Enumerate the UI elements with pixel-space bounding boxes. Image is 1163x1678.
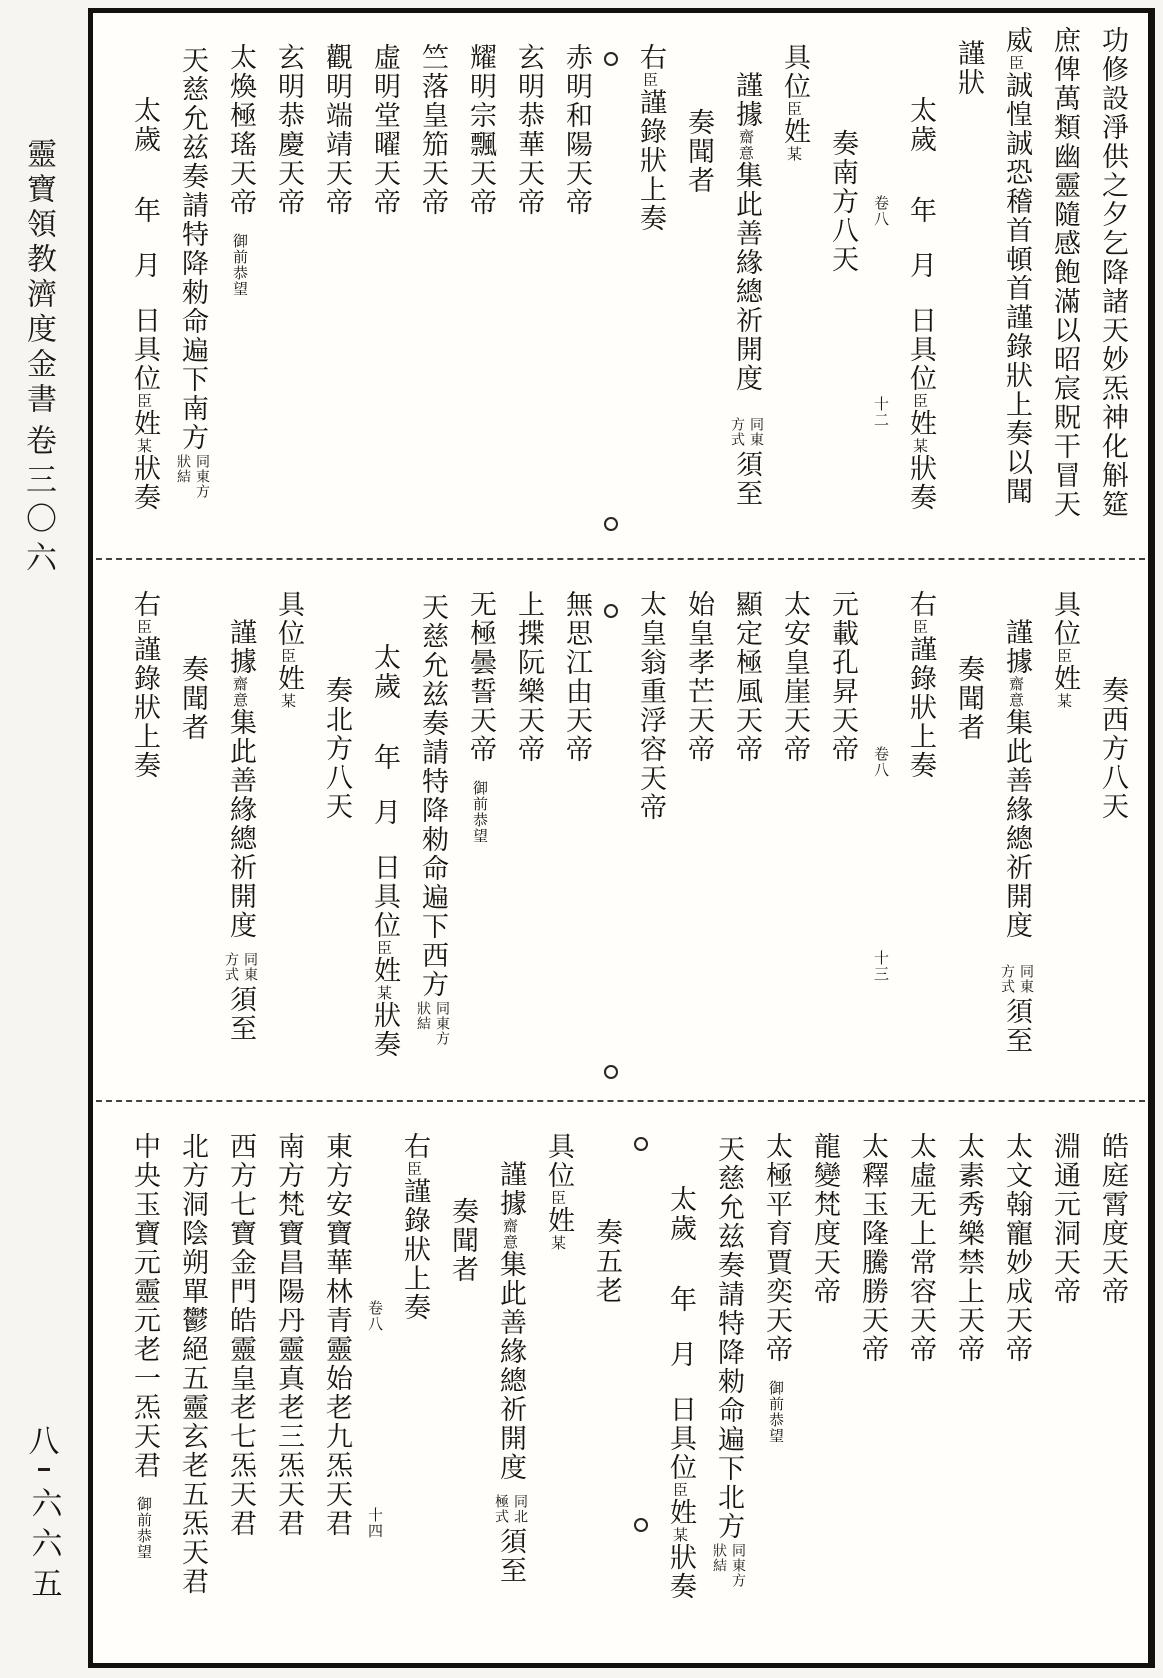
column-text: 姓 <box>779 117 810 146</box>
double-column-note <box>413 1001 451 1046</box>
double-column-note <box>997 964 1035 995</box>
text-column <box>310 26 358 554</box>
column-text: 狀奏 <box>369 1001 400 1059</box>
interlinear-note: 御前恭望 <box>767 1380 785 1444</box>
note-right-column: 同東方 <box>434 1001 450 1046</box>
text-column <box>166 26 214 554</box>
text-column <box>768 26 816 554</box>
note-left-column: 狀結 <box>415 1001 431 1031</box>
column-text: 年 <box>665 1285 696 1314</box>
text-column <box>816 573 864 1096</box>
text-column <box>358 573 406 1096</box>
note-right-column: 同東 <box>1018 964 1034 994</box>
text-column <box>1038 26 1086 554</box>
interlinear-note: 某 <box>375 985 393 1001</box>
text-column <box>388 1115 436 1659</box>
note-left-column: 極式 <box>493 1494 509 1524</box>
text-block-lower <box>93 1102 1148 1663</box>
column-text: 天慈允兹奏請特降勑命遍下西方 <box>417 593 448 999</box>
column-text: 元載孔昇天帝 <box>827 590 858 764</box>
column-text: 竺落皇笳天帝 <box>417 43 448 217</box>
section-divider-circle-icon <box>604 604 618 618</box>
text-column <box>894 26 942 554</box>
column-text: 龍變梵度天帝 <box>809 1132 840 1306</box>
text-column <box>580 1115 628 1659</box>
column-text: 謹錄狀上奏 <box>399 1177 430 1322</box>
column-text: 日具位 <box>129 306 160 393</box>
column-text: 姓 <box>273 664 304 693</box>
double-column-note <box>727 417 765 448</box>
text-column <box>436 1115 484 1659</box>
column-text: 天慈允兹奏請特降勑命遍下南方 <box>177 46 208 452</box>
note-right-column: 同東方 <box>194 454 210 499</box>
column-text: 姓 <box>129 409 160 438</box>
leaf-number-column <box>358 1115 388 1659</box>
leaf-volume-annotation: 卷八 <box>366 1299 384 1332</box>
column-text: 奏聞者 <box>683 108 714 195</box>
text-column <box>550 573 598 1096</box>
text-column <box>502 26 550 554</box>
column-text: 集此善緣總祈開度 <box>225 708 256 940</box>
column-text: 姓 <box>665 1498 696 1527</box>
column-text: 謹據 <box>225 618 256 676</box>
column-text: 太虛无上常容天帝 <box>905 1132 936 1364</box>
text-column <box>1038 573 1086 1096</box>
section-divider-circle-icon <box>604 1065 618 1079</box>
interlinear-note: 御前恭望 <box>471 780 489 844</box>
interlinear-note: 臣 <box>375 940 393 956</box>
interlinear-note: 臣 <box>405 1161 423 1177</box>
text-column <box>816 26 864 554</box>
interlinear-note: 某 <box>279 693 297 709</box>
column-text: 太文翰寵妙成天帝 <box>1001 1132 1032 1364</box>
double-column-note <box>221 952 259 983</box>
column-text: 姓 <box>905 409 936 438</box>
leaf-page-annotation: 十三 <box>872 949 890 982</box>
text-column <box>990 573 1038 1096</box>
text-column <box>750 1115 798 1659</box>
text-column <box>942 573 990 1096</box>
column-text: 無思江由天帝 <box>561 590 592 764</box>
text-column <box>720 26 768 554</box>
column-text: 奏南方八天 <box>827 129 858 274</box>
note-left-column: 狀結 <box>711 1543 727 1573</box>
text-column <box>624 573 672 1096</box>
column-text: 月 <box>905 251 936 280</box>
column-text: 須至 <box>225 985 256 1043</box>
interlinear-note: 臣 <box>279 648 297 664</box>
text-column <box>768 573 816 1096</box>
text-column <box>118 26 166 554</box>
page-number-major: 八 <box>28 1424 60 1460</box>
double-column-note <box>709 1543 747 1588</box>
text-column <box>894 573 942 1096</box>
interlinear-note: 齋意 <box>1007 676 1025 708</box>
registers-container <box>93 13 1148 1663</box>
text-column <box>1086 1115 1134 1659</box>
volume-label: 卷三〇六 <box>20 424 56 580</box>
text-column <box>262 573 310 1096</box>
column-text: 太釋玉隆騰勝天帝 <box>857 1132 888 1364</box>
interlinear-note: 臣 <box>671 1482 689 1498</box>
leaf-page-annotation: 十二 <box>872 395 890 428</box>
text-column <box>672 573 720 1096</box>
column-text: 月 <box>129 251 160 280</box>
column-text: 謹狀 <box>953 39 984 97</box>
column-text: 始皇孝芒天帝 <box>683 590 714 764</box>
column-text: 虛明堂曜天帝 <box>369 43 400 217</box>
leaf-number-column <box>864 26 894 554</box>
column-text: 太皇翁重浮容天帝 <box>635 590 666 822</box>
section-marker-column <box>628 1115 654 1659</box>
column-text: 年 <box>369 743 400 772</box>
interlinear-note: 臣 <box>911 393 929 409</box>
text-column <box>1038 1115 1086 1659</box>
column-text: 奏北方八天 <box>321 676 352 821</box>
column-text: 赤明和陽天帝 <box>561 43 592 217</box>
column-text: 太煥極瑤天帝 <box>225 43 256 217</box>
text-column <box>942 26 990 554</box>
column-text: 太安皇崖天帝 <box>779 590 810 764</box>
interlinear-note: 臣 <box>641 72 659 88</box>
interlinear-note: 某 <box>135 438 153 454</box>
text-column <box>214 1115 262 1659</box>
column-text: 北方洞陰朔單鬱絕五靈玄老五炁天君 <box>177 1132 208 1596</box>
text-column <box>454 26 502 554</box>
page-number-minor: 六六五 <box>25 1487 62 1607</box>
leaf-volume-annotation: 卷八 <box>872 194 890 227</box>
column-text: 右 <box>129 590 160 619</box>
text-column <box>166 1115 214 1659</box>
column-text: 奏聞者 <box>447 1197 478 1284</box>
text-column <box>894 1115 942 1659</box>
text-column <box>406 26 454 554</box>
text-column <box>214 573 262 1096</box>
column-text: 誠惶誠恐稽首頓首謹錄狀上奏以聞 <box>1001 71 1032 506</box>
double-column-note <box>173 454 211 499</box>
interlinear-note: 御前恭望 <box>135 1496 153 1560</box>
column-text: 東方安寶華林青靈始老九炁天君 <box>321 1132 352 1538</box>
text-column <box>702 1115 750 1659</box>
column-text: 姓 <box>369 956 400 985</box>
interlinear-note: 臣 <box>135 619 153 635</box>
column-text: 奏西方八天 <box>1097 676 1128 821</box>
text-column <box>358 26 406 554</box>
text-column <box>942 1115 990 1659</box>
interlinear-note: 某 <box>671 1527 689 1543</box>
text-column <box>262 26 310 554</box>
note-right-column: 同東 <box>748 417 764 447</box>
interlinear-note: 某 <box>1055 693 1073 709</box>
page-number-dash-icon <box>38 1468 50 1471</box>
text-column <box>550 26 598 554</box>
note-right-column: 同北 <box>512 1494 528 1524</box>
column-text: 月 <box>665 1340 696 1369</box>
text-column <box>406 573 454 1096</box>
column-text: 謹據 <box>495 1160 526 1218</box>
note-left-column: 方式 <box>223 952 239 982</box>
text-column <box>118 573 166 1096</box>
column-text: 日具位 <box>369 853 400 940</box>
text-column <box>654 1115 702 1659</box>
column-text: 年 <box>129 196 160 225</box>
column-text: 日具位 <box>905 306 936 393</box>
interlinear-note: 臣 <box>911 619 929 635</box>
interlinear-note: 御前恭望 <box>231 233 249 297</box>
text-column <box>532 1115 580 1659</box>
column-text: 謹錄狀上奏 <box>905 635 936 780</box>
interlinear-note: 臣 <box>1055 648 1073 664</box>
column-text: 集此善緣總祈開度 <box>495 1250 526 1482</box>
column-text: 觀明端靖天帝 <box>321 43 352 217</box>
page-number <box>18 1424 70 1607</box>
column-text: 右 <box>399 1132 430 1161</box>
column-text: 謹錄狀上奏 <box>635 88 666 233</box>
column-text: 功修設淨供之夕乞降諸天妙炁神化斛筵 <box>1097 26 1128 519</box>
section-divider-circle-icon <box>634 1137 648 1151</box>
column-text: 太歲 <box>129 96 160 154</box>
column-text: 謹據 <box>1001 618 1032 676</box>
column-text: 上揲阮樂天帝 <box>513 590 544 764</box>
column-text: 須至 <box>495 1527 526 1585</box>
column-text: 具位 <box>273 590 304 648</box>
text-column <box>310 573 358 1096</box>
column-text: 右 <box>635 43 666 72</box>
interlinear-note: 齋意 <box>737 129 755 161</box>
column-text: 日具位 <box>665 1395 696 1482</box>
section-marker-column <box>598 573 624 1096</box>
text-column <box>1086 573 1134 1096</box>
column-text: 太歲 <box>905 96 936 154</box>
text-column <box>798 1115 846 1659</box>
note-right-column: 同東 <box>242 952 258 982</box>
text-column <box>990 1115 1038 1659</box>
interlinear-note: 某 <box>911 438 929 454</box>
column-text: 奏聞者 <box>177 655 208 742</box>
column-text: 狀奏 <box>905 454 936 512</box>
column-text: 奏五老 <box>591 1218 622 1305</box>
column-text: 狀奏 <box>665 1543 696 1601</box>
interlinear-note: 臣 <box>549 1190 567 1206</box>
column-text: 中央玉寶元靈元老一炁天君 <box>129 1132 160 1480</box>
interlinear-note: 某 <box>549 1235 567 1251</box>
column-text: 奏聞者 <box>953 655 984 742</box>
column-text: 天慈允兹奏請特降勑命遍下北方 <box>713 1135 744 1541</box>
text-column <box>720 573 768 1096</box>
interlinear-note: 臣 <box>135 393 153 409</box>
text-column <box>1086 26 1134 554</box>
column-text: 集此善緣總祈開度 <box>731 161 762 393</box>
column-text: 顯定極風天帝 <box>731 590 762 764</box>
column-text: 南方梵寶昌陽丹靈真老三炁天君 <box>273 1132 304 1538</box>
leaf-number-column <box>864 573 894 1096</box>
column-text: 威 <box>1001 26 1032 55</box>
section-divider-circle-icon <box>604 52 618 66</box>
page-frame <box>88 8 1155 1668</box>
column-text: 皓庭霄度天帝 <box>1097 1132 1128 1306</box>
text-column <box>118 1115 166 1659</box>
note-right-column: 同東方 <box>730 1543 746 1588</box>
text-column <box>502 573 550 1096</box>
column-text: 太歲 <box>369 643 400 701</box>
text-column <box>624 26 672 554</box>
interlinear-note: 齋意 <box>231 676 249 708</box>
column-text: 姓 <box>543 1206 574 1235</box>
column-text: 西方七寶金門皓靈皇老七炁天君 <box>225 1132 256 1538</box>
text-column <box>990 26 1038 554</box>
text-block-middle <box>93 560 1148 1100</box>
column-text: 具位 <box>1049 590 1080 648</box>
text-column <box>454 573 502 1096</box>
column-text: 庶俾萬類幽靈隨感飽滿以昭宸貺干冒天 <box>1049 26 1080 519</box>
double-column-note <box>491 1494 529 1525</box>
text-column <box>310 1115 358 1659</box>
note-left-column: 狀結 <box>175 454 191 484</box>
column-text: 太歲 <box>665 1185 696 1243</box>
column-text: 須至 <box>1001 997 1032 1055</box>
section-marker-column <box>598 26 624 554</box>
column-text: 須至 <box>731 450 762 508</box>
column-text: 狀奏 <box>129 454 160 512</box>
column-text: 謹錄狀上奏 <box>129 635 160 780</box>
column-text: 右 <box>905 590 936 619</box>
text-column <box>166 573 214 1096</box>
text-column <box>484 1115 532 1659</box>
column-text: 玄明恭慶天帝 <box>273 43 304 217</box>
text-column <box>214 26 262 554</box>
note-left-column: 方式 <box>999 964 1015 994</box>
column-text: 謹據 <box>731 71 762 129</box>
interlinear-note: 臣 <box>1007 55 1025 71</box>
section-divider-circle-icon <box>634 1518 648 1532</box>
column-text: 具位 <box>779 43 810 101</box>
text-column <box>262 1115 310 1659</box>
interlinear-note: 臣 <box>785 101 803 117</box>
book-title: 靈寶領教濟度金書 <box>21 138 56 418</box>
section-divider-circle-icon <box>604 517 618 531</box>
column-text: 玄明恭華天帝 <box>513 43 544 217</box>
column-text: 太極平育賈奕天帝 <box>761 1132 792 1364</box>
column-text: 月 <box>369 798 400 827</box>
column-text: 具位 <box>543 1132 574 1190</box>
interlinear-note: 某 <box>785 146 803 162</box>
text-column <box>846 1115 894 1659</box>
text-column <box>672 26 720 554</box>
leaf-page-annotation: 十四 <box>366 1506 384 1539</box>
column-text: 集此善緣總祈開度 <box>1001 708 1032 940</box>
column-text: 太素秀樂禁上天帝 <box>953 1132 984 1364</box>
note-left-column: 方式 <box>729 417 745 447</box>
text-block-upper <box>93 13 1148 558</box>
interlinear-note: 齋意 <box>501 1218 519 1250</box>
column-text: 无極曇誓天帝 <box>465 590 496 764</box>
column-text: 耀明宗飄天帝 <box>465 43 496 217</box>
column-text: 年 <box>905 196 936 225</box>
column-text: 姓 <box>1049 664 1080 693</box>
column-text: 淵通元洞天帝 <box>1049 1132 1080 1306</box>
leaf-volume-annotation: 卷八 <box>872 745 890 778</box>
